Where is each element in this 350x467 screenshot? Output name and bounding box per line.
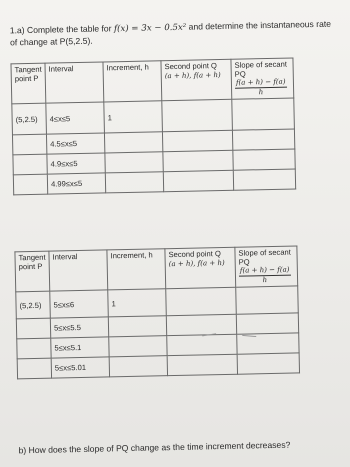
- header-interval: Interval: [45, 62, 104, 103]
- header-second-point: Second point Q (a + h), f(a + h): [161, 59, 232, 100]
- increment-cell[interactable]: [108, 316, 166, 337]
- table-1: [10, 57, 296, 195]
- slope-cell[interactable]: [236, 286, 299, 314]
- table-2-header: [15, 246, 298, 292]
- problem-prefix: 1.a) Complete the table for: [9, 23, 112, 36]
- interval-cell[interactable]: 5≤x≤6: [50, 290, 109, 318]
- tangent-point-cell[interactable]: (5,2.5): [12, 103, 47, 135]
- header-tangent-point: Tangent point P: [11, 63, 46, 104]
- function-expression: f(x) = 3x − 0.5x²: [113, 22, 187, 35]
- increment-cell[interactable]: [104, 132, 162, 153]
- tangent-point-cell[interactable]: (5,2.5): [16, 291, 51, 319]
- slope-cell[interactable]: [233, 149, 295, 170]
- header-increment: Increment, h: [103, 61, 162, 102]
- increment-cell[interactable]: [109, 336, 167, 357]
- problem-statement: [10, 19, 340, 48]
- table-1-header: [11, 58, 294, 104]
- slope-cell[interactable]: [236, 313, 298, 334]
- second-point-cell[interactable]: [162, 130, 232, 151]
- tangent-point-cell[interactable]: [17, 338, 51, 359]
- header-tangent-point: Tangent point P: [15, 251, 50, 292]
- tangent-point-cell[interactable]: [13, 154, 47, 175]
- interval-cell[interactable]: 4.99≤x≤5: [47, 173, 105, 194]
- header-slope-secant: Slope of secant PQ $\frac{f(a + h) - f(a)}{h}$: [231, 58, 294, 99]
- slope-cell[interactable]: [232, 129, 294, 150]
- header-slope-secant: Slope of secant PQ $\frac{f(a + h) - f(a)}{h}$: [235, 246, 298, 287]
- second-point-cell[interactable]: [166, 314, 236, 335]
- slope-cell[interactable]: [233, 169, 295, 190]
- interval-cell[interactable]: 5≤x≤5.01: [51, 357, 109, 378]
- tangent-point-cell[interactable]: [13, 174, 47, 195]
- header-interval: Interval: [49, 250, 108, 291]
- part-b-question: b) How does the slope of PQ change as the time increment decreases?: [18, 439, 291, 456]
- second-point-cell[interactable]: [167, 354, 237, 375]
- second-point-cell[interactable]: [167, 334, 237, 355]
- table-2: [14, 245, 300, 379]
- increment-cell[interactable]: [109, 356, 167, 377]
- interval-cell[interactable]: 4.5≤x≤5: [46, 133, 104, 154]
- interval-cell[interactable]: 5≤x≤5.5: [50, 317, 108, 338]
- second-point-cell[interactable]: [166, 287, 237, 315]
- interval-cell[interactable]: 4.9≤x≤5: [47, 153, 105, 174]
- slope-cell[interactable]: [237, 353, 299, 374]
- second-point-cell[interactable]: [163, 170, 233, 191]
- second-point-cell[interactable]: [163, 150, 233, 171]
- header-increment: Increment, h: [107, 249, 166, 290]
- tangent-point-cell[interactable]: [12, 134, 46, 155]
- increment-cell[interactable]: [105, 152, 163, 173]
- problem-suffix: and determine the instantaneous rate of change at P(5,2.5).: [9, 18, 332, 47]
- second-point-cell[interactable]: [162, 99, 233, 131]
- increment-cell[interactable]: 1: [104, 101, 163, 133]
- tangent-point-cell[interactable]: [17, 358, 51, 379]
- interval-cell[interactable]: 4≤x≤5: [46, 102, 105, 134]
- tangent-point-cell[interactable]: [16, 318, 50, 339]
- increment-cell[interactable]: 1: [108, 289, 167, 317]
- slope-cell[interactable]: [232, 98, 295, 130]
- increment-cell[interactable]: [105, 172, 163, 193]
- slope-fraction: $\frac{f(a + h) - f(a)}{h}$: [235, 77, 286, 97]
- interval-cell[interactable]: 5≤x≤5.1: [51, 337, 109, 358]
- header-second-point: Second point Q (a + h), f(a + h): [165, 247, 236, 288]
- slope-fraction: $\frac{f(a + h) - f(a)}{h}$: [239, 265, 290, 285]
